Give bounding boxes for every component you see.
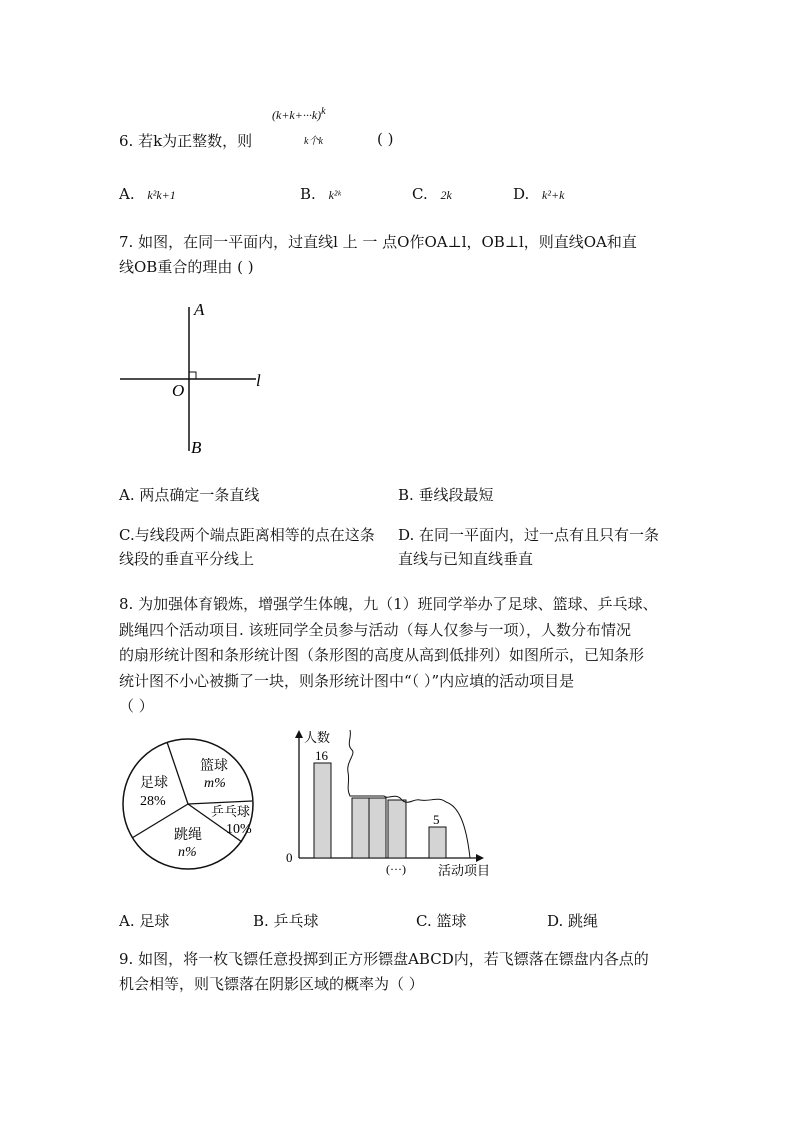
pie-label-pingpong: 乒乓球	[211, 804, 251, 819]
q9-stem-line2: 机会相等，则飞镖落在阴影区域的概率为（ ）	[119, 975, 424, 993]
q9-stem-line1: 9. 如图，将一枚飞镖任意投掷到正方形镖盘ABCD内，若飞镖落在镖盘内各点的	[119, 950, 649, 968]
option-value: k²+k	[542, 188, 565, 202]
q8-line3: 的扇形统计图和条形统计图（条形图的高度从高到低排列）如图所示，已知条形	[119, 646, 645, 664]
right-angle-mark	[189, 372, 196, 379]
q7-figure	[110, 295, 280, 465]
pie-pct-football: 28%	[140, 794, 166, 809]
q8-option-b[interactable]: B. 乒乓球	[253, 912, 319, 930]
q8-line4: 统计图不小心被撕了一块，则条形统计图中“（ ）”内应填的活动项目是	[119, 671, 575, 690]
option-text: D. 在同一平面内，过一点有且只有一条	[398, 526, 660, 544]
q7-stem-line1: 7. 如图，在同一平面内，过直线l 上 一 点O作OA⊥l，OB⊥l，则直线OA和直	[119, 233, 637, 251]
q8-line2: 跳绳四个活动项目. 该班同学全员参与活动（每人仅参与一项），人数分布情况	[119, 620, 632, 639]
q7-stem-line2: 线OB重合的理由 ( )	[119, 258, 254, 276]
pie-label-football: 足球	[140, 776, 168, 791]
option-letter: A.	[119, 185, 135, 203]
option-value: k²k+1	[147, 188, 176, 202]
q6-option-d[interactable]	[513, 185, 564, 203]
pie-pct-rope: n%	[178, 845, 197, 860]
q6-option-b[interactable]	[300, 185, 341, 203]
label-a: A	[194, 300, 205, 319]
bar-label-16: 16	[315, 748, 328, 763]
q6-stem: 6. 若k为正整数，则	[119, 132, 253, 150]
pie-pct-basketball: m%	[204, 776, 226, 791]
option-letter: D.	[513, 185, 530, 203]
bar-3	[369, 798, 386, 858]
q8-bar-chart	[280, 726, 510, 886]
option-text-cont: 直线与已知直线垂直	[398, 550, 534, 568]
option-text: C.与线段两个端点距离相等的点在这条	[119, 526, 375, 544]
option-text-cont: 线段的垂直平分线上	[119, 550, 255, 568]
bar-2	[352, 798, 369, 858]
bar-label-5: 5	[433, 812, 440, 827]
option-letter: B.	[300, 185, 316, 203]
q8-stem	[119, 592, 658, 720]
q7-option-c[interactable]	[119, 523, 375, 571]
q6-formula-underbrace: k个k	[304, 136, 323, 147]
bar-1	[314, 763, 331, 858]
q8-option-d[interactable]: D. 跳绳	[547, 912, 599, 930]
q6-option-a[interactable]	[119, 185, 176, 203]
label-o: O	[172, 381, 185, 400]
q6-formula-base: (k+k+···k)	[272, 108, 322, 122]
pie-label-rope: 跳绳	[174, 828, 202, 843]
pie-label-basketball: 篮球	[200, 759, 228, 774]
q8-line5: （ ）	[119, 697, 154, 715]
label-l: l	[256, 371, 261, 390]
q7-option-d[interactable]	[398, 523, 659, 571]
q8-option-c[interactable]: C. 篮球	[416, 912, 467, 930]
q8-pie-chart	[118, 728, 268, 878]
q7-option-a[interactable]: A. 两点确定一条直线	[119, 486, 260, 504]
bar-5	[429, 827, 446, 858]
unknown-category-label: (···)	[386, 862, 406, 876]
x-axis-label: 活动项目	[438, 863, 491, 878]
y-axis-arrow	[295, 730, 303, 738]
pie-pct-pingpong: 10%	[226, 822, 252, 837]
option-value: 2k	[440, 188, 452, 202]
q8-line1: 8. 为加强体育锻炼，增强学生体魄，九（1）班同学举办了足球、篮球、乒乓球、	[119, 595, 658, 613]
q6-formula-exponent: k	[321, 106, 326, 117]
bar-4	[388, 800, 406, 858]
option-value: k²ᵏ	[328, 188, 341, 202]
origin-label: 0	[286, 850, 293, 865]
x-axis-arrow	[476, 854, 484, 862]
y-axis-label: 人数	[304, 730, 331, 745]
q6-answer-paren: ( )	[377, 130, 394, 148]
q6-formula	[272, 106, 326, 123]
label-b: B	[191, 438, 202, 457]
q7-option-b[interactable]: B. 垂线段最短	[398, 486, 494, 504]
q8-option-a[interactable]: A. 足球	[119, 912, 170, 930]
q6-option-c[interactable]	[412, 185, 452, 203]
option-letter: C.	[412, 185, 428, 203]
